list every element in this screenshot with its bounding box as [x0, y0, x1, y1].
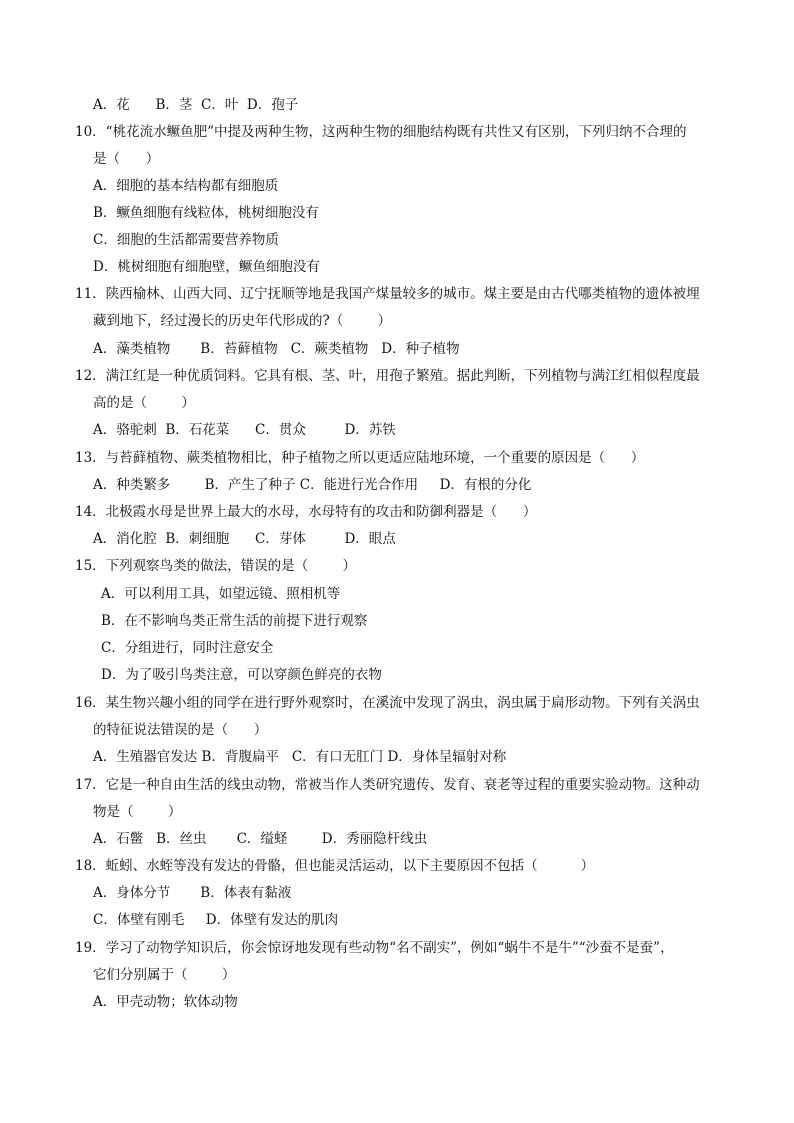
q10-stem-cont: 是（ ）	[93, 151, 160, 167]
q10-stem: 10．“桃花流水鳜鱼肥”中提及两种生物，这两种生物的细胞结构既有共性又有区别，下列归纳不合理的	[75, 124, 687, 140]
q19-stem: 19．学习了动物学知识后，你会惊讶地发现有些动物“名不副实”，例如“蜗牛不是牛”“沙蚕不是蚕”，	[75, 940, 674, 956]
q14-options: A．消化腔 B．刺细胞 C．芽体 D．眼点	[93, 531, 396, 547]
q15-stem: 15．下列观察鸟类的做法，错误的是（ ）	[75, 558, 357, 574]
q14-stem: 14．北极霞水母是世界上最大的水母，水母特有的攻击和防御利器是（ ）	[75, 504, 537, 520]
q10-option-d: D．桃树细胞有细胞壁，鳜鱼细胞没有	[93, 259, 320, 275]
q18-stem: 18．蚯蚓、水蛭等没有发达的骨骼，但也能灵活运动，以下主要原因不包括（ ）	[75, 858, 595, 874]
q19-stem-cont: 它们分别属于（ ）	[93, 967, 236, 983]
q17-stem: 17．它是一种自由生活的线虫动物，常被当作人类研究遗传、发育、衰老等过程的重要实验动物。这种动	[75, 777, 700, 793]
q17-options: A．石鳖 B．丝虫 C．缢蛏 D．秀丽隐杆线虫	[93, 831, 428, 847]
q15-option-b: B．在不影响鸟类正常生活的前提下进行观察	[101, 613, 368, 629]
q18-options-cd: C．体壁有刚毛 D．体壁有发达的肌肉	[93, 912, 339, 928]
q12-stem-cont: 高的是（ ）	[93, 395, 195, 411]
q16-stem: 16．某生物兴趣小组的同学在进行野外观察时，在溪流中发现了涡虫，涡虫属于扁形动物。下列有关涡虫	[75, 695, 700, 711]
q17-stem-cont: 物是（ ）	[93, 804, 182, 820]
q10-option-c: C．细胞的生活都需要营养物质	[93, 232, 279, 248]
q12-options: A．骆驼刺 B．石花菜 C．贯众 D．苏铁	[93, 422, 396, 438]
q11-stem-cont: 藏到地下，经过漫长的历史年代形成的?（ ）	[93, 313, 392, 329]
q16-stem-cont: 的特征说法错误的是（ ）	[93, 722, 268, 738]
q10-option-a: A．细胞的基本结构都有细胞质	[93, 178, 279, 194]
q18-options-ab: A．身体分节 B．体表有黏液	[93, 885, 292, 901]
q11-options: A．藻类植物 B．苔藓植物 C．蕨类植物 D．种子植物	[93, 341, 460, 357]
q15-option-a: A．可以利用工具，如望远镜、照相机等	[101, 586, 341, 602]
q15-option-d: D．为了吸引鸟类注意，可以穿颜色鲜亮的衣物	[101, 667, 382, 683]
q16-options: A．生殖器官发达 B．背腹扁平 C．有口无肛门 D．身体呈辐射对称	[93, 749, 507, 765]
q12-stem: 12．满江红是一种优质饲料。它具有根、茎、叶，用孢子繁殖。据此判断，下列植物与满江红相似程度最	[75, 368, 700, 384]
q10-option-b: B．鳜鱼细胞有线粒体，桃树细胞没有	[93, 205, 319, 221]
q13-stem: 13．与苔藓植物、蕨类植物相比，种子植物之所以更适应陆地环境，一个重要的原因是（ ）	[75, 450, 645, 466]
q15-option-c: C．分组进行，同时注意安全	[101, 640, 274, 656]
q19-option-a: A．甲壳动物；软体动物	[93, 994, 238, 1010]
q11-stem: 11．陕西榆林、山西大同、辽宁抚顺等地是我国产煤量较多的城市。煤主要是由古代哪类植物的遗体被埋	[75, 286, 700, 302]
q9-options: A．花 B．茎 C．叶 D．孢子	[93, 97, 299, 113]
q13-options: A．种类繁多 B．产生了种子 C．能进行光合作用 D．有根的分化	[93, 477, 532, 493]
